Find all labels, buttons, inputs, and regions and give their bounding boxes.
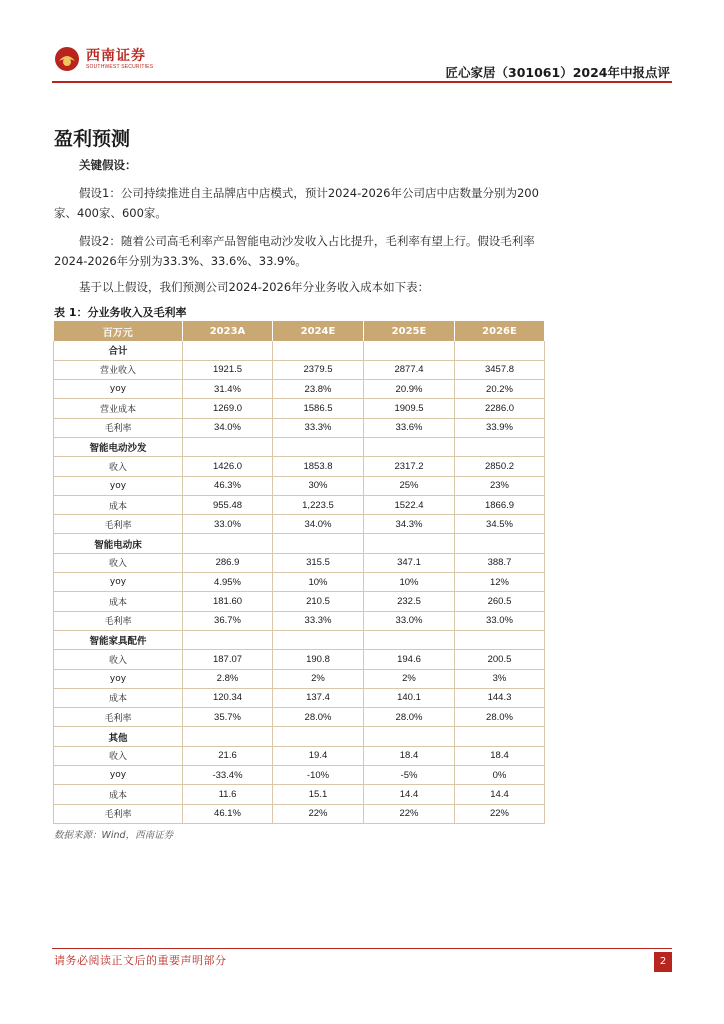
value-cell: 46.1%	[183, 804, 273, 823]
table-section-row	[54, 437, 545, 456]
value-cell: 21.6	[183, 746, 273, 765]
value-cell: 1866.9	[455, 495, 545, 514]
table-header-row	[54, 321, 545, 341]
table-row	[54, 515, 545, 534]
value-cell: 10%	[273, 573, 364, 592]
row-label-cell: 成本	[54, 592, 183, 611]
key-assumptions-label: 关键假设：	[79, 158, 137, 172]
value-cell: 35.7%	[183, 708, 273, 727]
row-label-cell: 毛利率	[54, 708, 183, 727]
value-cell: 2379.5	[273, 360, 364, 379]
value-cell: 33.0%	[455, 611, 545, 630]
section-title: 盈利预测	[54, 128, 131, 150]
value-cell: 25%	[364, 476, 455, 495]
value-cell: 4.95%	[183, 573, 273, 592]
footer-disclaimer: 请务必阅读正文后的重要声明部分	[54, 954, 227, 967]
table-row	[54, 360, 545, 379]
row-label-cell: 营业收入	[54, 360, 183, 379]
value-cell: 22%	[455, 804, 545, 823]
table-header-cell: 百万元	[54, 321, 183, 341]
value-cell: 388.7	[455, 553, 545, 572]
row-label-cell: 成本	[54, 688, 183, 707]
value-cell: 1921.5	[183, 360, 273, 379]
table-row	[54, 495, 545, 514]
footer-divider	[52, 948, 672, 949]
value-cell: 22%	[364, 804, 455, 823]
page-number: 2	[654, 952, 672, 972]
row-label-cell: 收入	[54, 553, 183, 572]
value-cell: 0%	[455, 766, 545, 785]
value-cell: 2%	[273, 669, 364, 688]
value-cell: 200.5	[455, 650, 545, 669]
value-cell: 2850.2	[455, 457, 545, 476]
value-cell: 34.0%	[273, 515, 364, 534]
table-section-row	[54, 534, 545, 553]
value-cell	[455, 437, 545, 456]
value-cell: 23%	[455, 476, 545, 495]
value-cell: 46.3%	[183, 476, 273, 495]
table-caption: 表 1：分业务收入及毛利率	[54, 306, 187, 319]
row-label-cell: 合计	[54, 341, 183, 360]
table-section-row	[54, 630, 545, 649]
assumption-2-paragraph: 假设2：随着公司高毛利率产品智能电动沙发收入占比提升，毛利率有望上行。假设毛利率2024-2026年分别为33.3%、33.6%、33.9%。	[54, 234, 535, 268]
row-label-cell: 毛利率	[54, 418, 183, 437]
row-label-cell: yoy	[54, 380, 183, 399]
table-row	[54, 611, 545, 630]
value-cell: 347.1	[364, 553, 455, 572]
value-cell: 19.4	[273, 746, 364, 765]
value-cell: 33.6%	[364, 418, 455, 437]
row-label-cell: 成本	[54, 785, 183, 804]
value-cell: 14.4	[455, 785, 545, 804]
value-cell: 33.3%	[273, 611, 364, 630]
value-cell: -10%	[273, 766, 364, 785]
table-row	[54, 708, 545, 727]
row-label-cell: yoy	[54, 766, 183, 785]
row-label-cell: yoy	[54, 476, 183, 495]
row-label-cell: 智能电动沙发	[54, 437, 183, 456]
value-cell: 194.6	[364, 650, 455, 669]
value-cell: 190.8	[273, 650, 364, 669]
value-cell: 11.6	[183, 785, 273, 804]
value-cell: 28.0%	[364, 708, 455, 727]
value-cell	[183, 727, 273, 746]
value-cell: 36.7%	[183, 611, 273, 630]
row-label-cell: 其他	[54, 727, 183, 746]
row-label-cell: 毛利率	[54, 804, 183, 823]
value-cell: 2286.0	[455, 399, 545, 418]
value-cell: 20.9%	[364, 380, 455, 399]
row-label-cell: 营业成本	[54, 399, 183, 418]
value-cell	[183, 630, 273, 649]
value-cell	[364, 341, 455, 360]
value-cell: 232.5	[364, 592, 455, 611]
value-cell: 22%	[273, 804, 364, 823]
logo-chinese-name: 西南证券	[86, 47, 146, 64]
table-row	[54, 476, 545, 495]
value-cell	[273, 534, 364, 553]
value-cell: 3%	[455, 669, 545, 688]
row-label-cell: 成本	[54, 495, 183, 514]
forecast-basis-paragraph: 基于以上假设，我们预测公司2024-2026年分业务收入成本如下表：	[79, 280, 430, 294]
value-cell	[183, 437, 273, 456]
value-cell: 34.0%	[183, 418, 273, 437]
table-row	[54, 553, 545, 572]
value-cell	[455, 727, 545, 746]
row-label-cell: 毛利率	[54, 611, 183, 630]
table-row	[54, 669, 545, 688]
table-row	[54, 804, 545, 823]
table-row	[54, 766, 545, 785]
table-row	[54, 688, 545, 707]
row-label-cell: 毛利率	[54, 515, 183, 534]
value-cell: 315.5	[273, 553, 364, 572]
table-row	[54, 457, 545, 476]
table-row	[54, 650, 545, 669]
value-cell: 286.9	[183, 553, 273, 572]
value-cell: 1586.5	[273, 399, 364, 418]
value-cell: 30%	[273, 476, 364, 495]
row-label-cell: 智能电动床	[54, 534, 183, 553]
table-row	[54, 573, 545, 592]
value-cell: 33.0%	[364, 611, 455, 630]
value-cell: 1909.5	[364, 399, 455, 418]
segment-revenue-table	[53, 321, 545, 824]
value-cell: 2317.2	[364, 457, 455, 476]
value-cell: 1426.0	[183, 457, 273, 476]
value-cell	[455, 534, 545, 553]
value-cell: 210.5	[273, 592, 364, 611]
value-cell: 2.8%	[183, 669, 273, 688]
table-row	[54, 785, 545, 804]
table-section-row	[54, 727, 545, 746]
value-cell: 34.3%	[364, 515, 455, 534]
value-cell: 120.34	[183, 688, 273, 707]
value-cell	[364, 437, 455, 456]
table-section-row	[54, 341, 545, 360]
header-divider	[52, 81, 672, 83]
value-cell: 2877.4	[364, 360, 455, 379]
value-cell	[273, 341, 364, 360]
row-label-cell: 收入	[54, 746, 183, 765]
value-cell: 33.9%	[455, 418, 545, 437]
value-cell	[455, 630, 545, 649]
value-cell: 1269.0	[183, 399, 273, 418]
value-cell	[183, 534, 273, 553]
table-header-cell: 2023A	[183, 321, 273, 341]
value-cell: 1522.4	[364, 495, 455, 514]
table-header-cell: 2026E	[455, 321, 545, 341]
table-row	[54, 592, 545, 611]
value-cell	[183, 341, 273, 360]
value-cell	[273, 630, 364, 649]
table-header-cell: 2024E	[273, 321, 364, 341]
value-cell: 14.4	[364, 785, 455, 804]
row-label-cell: yoy	[54, 669, 183, 688]
value-cell	[364, 727, 455, 746]
row-label-cell: 智能家具配件	[54, 630, 183, 649]
row-label-cell: yoy	[54, 573, 183, 592]
value-cell: 260.5	[455, 592, 545, 611]
logo-icon	[54, 46, 80, 72]
value-cell: 20.2%	[455, 380, 545, 399]
value-cell: 23.8%	[273, 380, 364, 399]
value-cell: 31.4%	[183, 380, 273, 399]
value-cell: 1853.8	[273, 457, 364, 476]
value-cell: 955.48	[183, 495, 273, 514]
value-cell: 137.4	[273, 688, 364, 707]
value-cell: 18.4	[364, 746, 455, 765]
value-cell: 33.0%	[183, 515, 273, 534]
value-cell: 18.4	[455, 746, 545, 765]
value-cell: 15.1	[273, 785, 364, 804]
value-cell: 1,223.5	[273, 495, 364, 514]
value-cell: 2%	[364, 669, 455, 688]
company-logo	[54, 46, 153, 72]
data-source-note: 数据来源：Wind，西南证券	[54, 830, 174, 841]
value-cell	[273, 437, 364, 456]
table-row	[54, 380, 545, 399]
table-header-cell: 2025E	[364, 321, 455, 341]
value-cell: 3457.8	[455, 360, 545, 379]
table-row	[54, 399, 545, 418]
value-cell: 12%	[455, 573, 545, 592]
assumption-1-paragraph: 假设1：公司持续推进自主品牌店中店模式，预计2024-2026年公司店中店数量分别为200家、400家、600家。	[54, 186, 539, 220]
value-cell: -33.4%	[183, 766, 273, 785]
value-cell	[364, 534, 455, 553]
value-cell: 10%	[364, 573, 455, 592]
value-cell: 28.0%	[273, 708, 364, 727]
table-body	[54, 341, 545, 823]
value-cell: 33.3%	[273, 418, 364, 437]
value-cell: 28.0%	[455, 708, 545, 727]
value-cell: -5%	[364, 766, 455, 785]
row-label-cell: 收入	[54, 650, 183, 669]
report-title: 匠心家居（301061）2024年中报点评	[445, 65, 670, 80]
table-row	[54, 418, 545, 437]
value-cell: 187.07	[183, 650, 273, 669]
value-cell	[455, 341, 545, 360]
value-cell: 144.3	[455, 688, 545, 707]
table-row	[54, 746, 545, 765]
value-cell: 140.1	[364, 688, 455, 707]
value-cell: 34.5%	[455, 515, 545, 534]
row-label-cell: 收入	[54, 457, 183, 476]
value-cell	[273, 727, 364, 746]
logo-english-name: SOUTHWEST SECURITIES	[86, 63, 154, 70]
value-cell	[364, 630, 455, 649]
value-cell: 181.60	[183, 592, 273, 611]
